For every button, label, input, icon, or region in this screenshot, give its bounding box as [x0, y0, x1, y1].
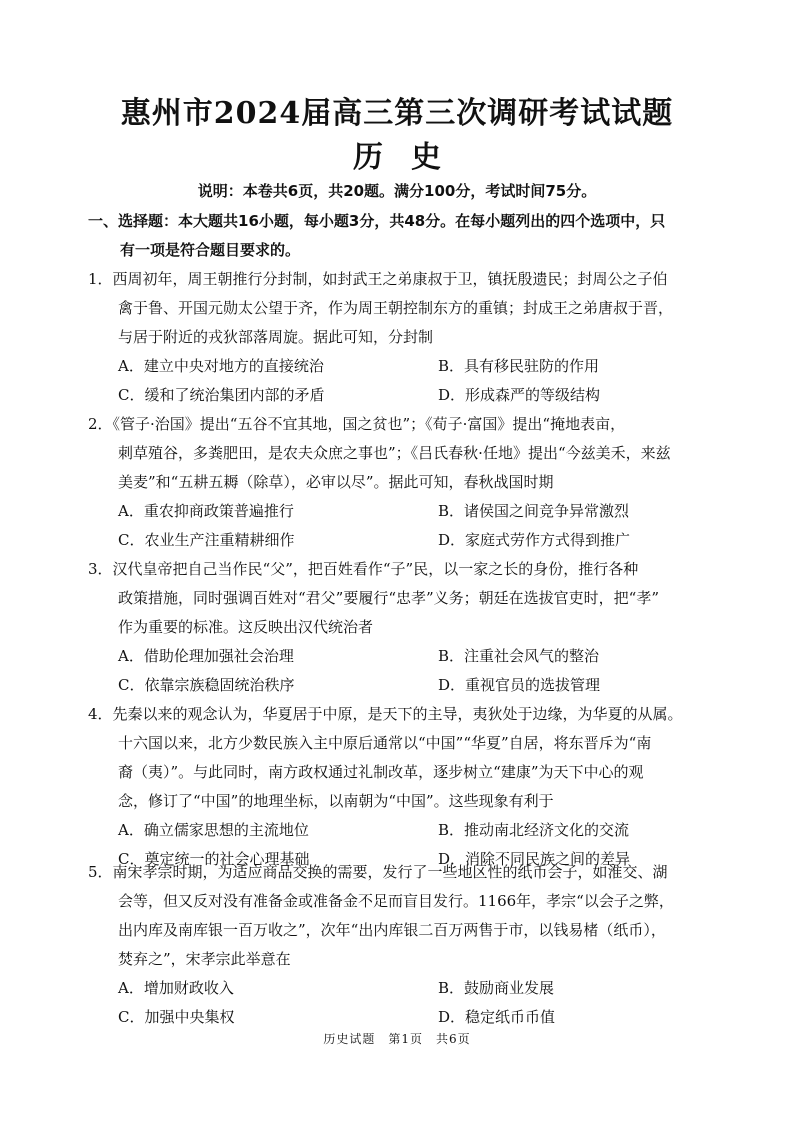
question-text-line: 5．南宋孝宗时期，为适应商品交换的需要，发行了一些地区性的纸币会子，如淮交、湖: [88, 863, 668, 881]
subject-title: 历史: [353, 140, 469, 175]
question-text-line: 念，修订了“中国”的地理坐标，以南朝为“中国”。这些现象有利于: [118, 792, 554, 810]
question-text-line: 出内库及南库银一百万收之”，次年“出内库银二百万两售于市，以钱易楮（纸币），: [118, 921, 666, 939]
option-a[interactable]: A．借助伦理加强社会治理: [118, 647, 294, 665]
question-text-line: 美麦”和“五耕五耨（除草），必审以尽”。据此可知，春秋战国时期: [118, 473, 554, 491]
question-text-line: 会等，但又反对没有准备金或准备金不足而盲目发行。1166年，孝宗“以会子之弊，: [118, 892, 674, 910]
option-a[interactable]: A．确立儒家思想的主流地位: [118, 821, 309, 839]
exam-instructions: 说明：本卷共6页，共20题。满分100分，考试时间75分。: [197, 182, 597, 200]
option-row: [88, 974, 728, 1003]
question-text-line: 焚弃之”，宋孝宗此举意在: [118, 950, 291, 968]
option-row: [88, 642, 728, 671]
option-row: [88, 1003, 728, 1032]
exam-title: 惠州市2024届高三第三次调研考试试题: [120, 96, 674, 131]
question-1: [88, 265, 728, 410]
option-d[interactable]: D．家庭式劳作方式得到推广: [438, 531, 631, 549]
option-row: [88, 352, 728, 381]
question-text-line: 1．西周初年，周王朝推行分封制，如封武王之弟康叔于卫，镇抚殷遗民；封周公之子伯: [88, 270, 668, 288]
option-d[interactable]: D．形成森严的等级结构: [438, 386, 601, 404]
option-a[interactable]: A．增加财政收入: [118, 979, 234, 997]
option-a[interactable]: A．建立中央对地方的直接统治: [118, 357, 324, 375]
question-text-line: 3．汉代皇帝把自己当作民“父”，把百姓看作“子”民，以一家之长的身份，推行各种: [88, 560, 639, 578]
section-heading-line: 有一项是符合题目要求的。: [120, 241, 301, 259]
option-b[interactable]: B．推动南北经济文化的交流: [438, 821, 630, 839]
option-c[interactable]: C．奠定统一的社会心理基础: [118, 850, 310, 868]
section-heading: [88, 207, 728, 265]
option-row: [88, 497, 728, 526]
question-text-line: 2．《管子·治国》提出“五谷不宜其地，国之贫也”；《荀子·富国》提出“掩地表亩，: [88, 415, 626, 433]
option-b[interactable]: B．具有移民驻防的作用: [438, 357, 600, 375]
question-2: [88, 410, 728, 555]
option-row: [88, 671, 728, 700]
option-b[interactable]: B．诸侯国之间竞争异常激烈: [438, 502, 630, 520]
question-3: [88, 555, 728, 700]
question-text-line: 政策措施，同时强调百姓对“君父”要履行“忠孝”义务；朝廷在选拔官吏时，把“孝”: [118, 589, 660, 607]
option-c[interactable]: C．农业生产注重精耕细作: [118, 531, 295, 549]
option-d[interactable]: D．消除不同民族之间的差异: [438, 850, 631, 868]
question-text-line: 4．先秦以来的观念认为，华夏居于中原，是天下的主导，夷狄处于边缘，为华夏的从属。: [88, 705, 683, 723]
question-5: [88, 858, 728, 1032]
question-text-line: 作为重要的标准。这反映出汉代统治者: [118, 618, 374, 636]
option-c[interactable]: C．缓和了统治集团内部的矛盾: [118, 386, 325, 404]
option-row: [88, 526, 728, 555]
option-c[interactable]: C．加强中央集权: [118, 1008, 235, 1026]
option-d[interactable]: D．稳定纸币币值: [438, 1008, 556, 1026]
option-c[interactable]: C．依靠宗族稳固统治秩序: [118, 676, 295, 694]
question-text-line: 刺草殖谷，多粪肥田，是农夫众庶之事也”；《吕氏春秋·任地》提出“今兹美禾，来兹: [118, 444, 671, 462]
option-row: [88, 381, 728, 410]
question-text-line: 与居于附近的戎狄部落周旋。据此可知，分封制: [118, 328, 434, 346]
option-b[interactable]: B．注重社会风气的整治: [438, 647, 600, 665]
option-d[interactable]: D．重视官员的选拔管理: [438, 676, 601, 694]
question-4: [88, 700, 728, 874]
question-text-line: 十六国以来，北方少数民族入主中原后通常以“中国”“华夏”自居，将东晋斥为“南: [118, 734, 652, 752]
question-text-line: 裔（夷）”。与此同时，南方政权通过礼制改革，逐步树立“建康”为天下中心的观: [118, 763, 644, 781]
section-heading-line: 一、选择题：本大题共16小题，每小题3分，共48分。在每小题列出的四个选项中，只: [88, 212, 666, 230]
option-b[interactable]: B．鼓励商业发展: [438, 979, 555, 997]
question-text-line: 禽于鲁、开国元勋太公望于齐，作为周王朝控制东方的重镇；封成王之弟唐叔于晋，: [118, 299, 674, 317]
option-row: [88, 816, 728, 845]
page-footer: 历史试题 第1页 共6页: [323, 1032, 471, 1046]
option-a[interactable]: A．重农抑商政策普遍推行: [118, 502, 294, 520]
